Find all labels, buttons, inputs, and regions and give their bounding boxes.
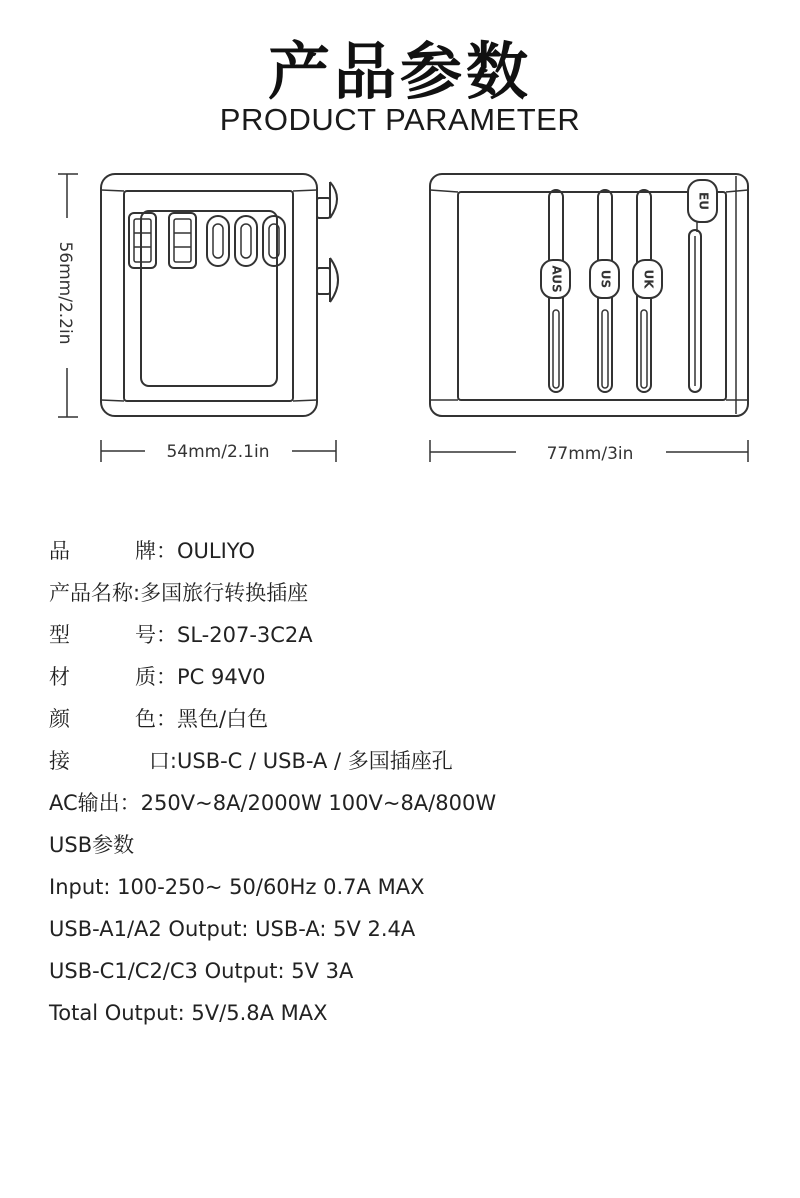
plug-label-eu: EU [696, 192, 711, 210]
spec-color-value: 黑色/白色 [177, 707, 269, 731]
plug-slot-eu [688, 180, 717, 392]
spec-list [49, 530, 769, 1034]
side-width-dimension-label: 77mm/3in [546, 444, 634, 464]
usb-c-port-1 [207, 216, 229, 266]
spec-ac-output: AC输出：250V~8A/2000W 100V~8A/800W [49, 791, 497, 815]
slider-knob-bottom [317, 258, 338, 302]
spec-usb-params: USB参数 [49, 833, 135, 857]
height-dimension-label: 56mm/2.2in [55, 241, 75, 345]
plug-slot-us [590, 190, 619, 392]
usb-c-port-2 [235, 216, 257, 266]
slider-knob-top [317, 182, 337, 218]
spec-model-value: SL-207-3C2A [177, 623, 313, 647]
spec-port: 接 口: USB-C / USB-A / 多国插座孔 [49, 749, 453, 773]
usb-a-port-1 [129, 213, 156, 268]
spec-product-name-value: 多国旅行转换插座 [140, 581, 309, 605]
usb-a-port-2 [169, 213, 196, 268]
page-title-en: PRODUCT PARAMETER [219, 102, 581, 137]
side-view [430, 174, 748, 462]
page-title-zh: 产品参数 [267, 35, 532, 108]
spec-color: 颜 色： 黑色/白色 [49, 707, 269, 731]
plug-label-uk: UK [641, 269, 656, 289]
product-dimension-drawing [0, 160, 800, 480]
front-width-dimension-label: 54mm/2.1in [166, 442, 270, 462]
usb-c-port-3 [263, 216, 285, 266]
plug-label-aus: AUS [549, 265, 564, 293]
spec-model: 型 号： SL-207-3C2A [49, 623, 313, 647]
spec-material: 材 质： PC 94V0 [49, 665, 266, 689]
spec-input: Input: 100-250~ 50/60Hz 0.7A MAX [49, 875, 425, 899]
front-view [58, 174, 338, 462]
spec-usb-c-output: USB-C1/C2/C3 Output: 5V 3A [49, 959, 354, 983]
spec-product-name: 产品名称:多国旅行转换插座 [49, 581, 309, 605]
spec-total-output: Total Output: 5V/5.8A MAX [49, 1001, 328, 1025]
spec-brand-value: OULIYO [177, 539, 256, 563]
plug-slot-uk [633, 190, 662, 392]
spec-brand: 品 牌： OULIYO [49, 539, 256, 563]
spec-usb-a-output: USB-A1/A2 Output: USB-A: 5V 2.4A [49, 917, 416, 941]
plug-label-us: US [598, 269, 613, 289]
spec-port-value: USB-C / USB-A / 多国插座孔 [177, 749, 453, 773]
spec-material-value: PC 94V0 [177, 665, 266, 689]
spec-ac-output-value: 250V~8A/2000W 100V~8A/800W [140, 791, 497, 815]
